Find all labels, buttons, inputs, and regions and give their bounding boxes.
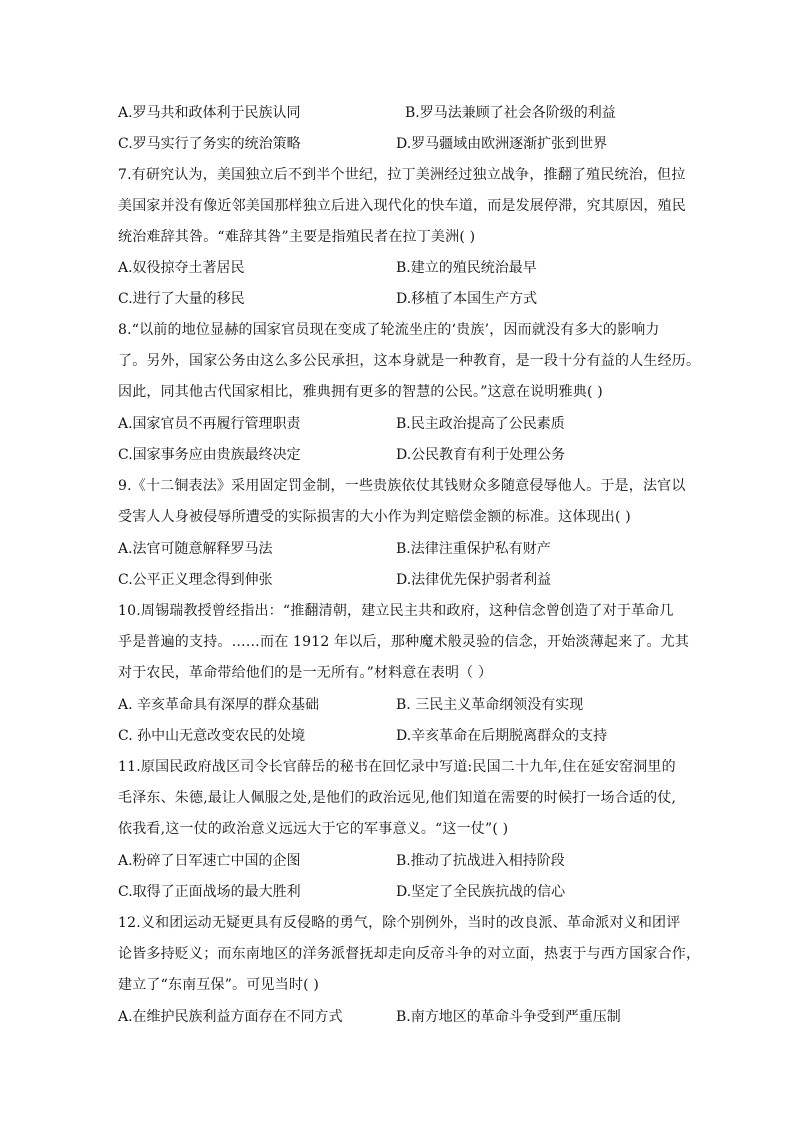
q8-option-a[interactable]: A.国家官员不再履行管理职责 <box>118 416 301 432</box>
q9-option-b[interactable]: B.法律注重保护私有财产 <box>396 541 551 557</box>
q6-option-b[interactable]: B.罗马法兼顾了社会各阶级的利益 <box>405 105 616 121</box>
q8-stem-line-2: 了。另外，国家公务由这么多公民承担，这本身就是一种教育，是一段十分有益的人生经历。 <box>118 353 701 369</box>
q8-option-b[interactable]: B.民主政治提高了公民素质 <box>396 416 565 432</box>
q12-option-b[interactable]: B.南方地区的革命斗争受到严重压制 <box>396 1009 621 1025</box>
q11-stem-line-2: 毛泽东、朱德,最让人佩服之处,是他们的政治远见,他们知道在需要的时候打一场合适的仗, <box>118 790 677 806</box>
q7-option-b[interactable]: B.建立的殖民统治最早 <box>396 260 537 276</box>
q10-stem-line-1: 10.周锡瑞教授曾经指出：“推翻清朝，建立民主共和政府，这种信念曾创造了对于革命几 <box>118 603 674 619</box>
q12-stem-line-2: 论皆多持贬义；而东南地区的洋务派督抚却走向反帝斗争的对立面，热衷于与西方国家合作， <box>118 946 701 962</box>
q12-stem-line-1: 12.义和团运动无疑更具有反侵略的勇气，除个别例外，当时的改良派、革命派对义和团评 <box>118 915 681 931</box>
q10-option-a[interactable]: A. 辛亥革命具有深厚的群众基础 <box>118 697 320 713</box>
q11-option-a[interactable]: A.粉碎了日军速亡中国的企图 <box>118 853 301 869</box>
q11-option-b[interactable]: B.推动了抗战进入相持阶段 <box>396 853 565 869</box>
q8-stem-line-3: 因此，同其他古代国家相比，雅典拥有更多的智慧的公民。”这意在说明雅典( ) <box>118 384 603 400</box>
q10-stem-line-3: 对于农民，革命带给他们的是一无所有。”材料意在表明（ ） <box>118 665 493 681</box>
q8-stem-line-1: 8.“以前的地位显赫的国家官员现在变成了轮流坐庄的‘贵族’，因而就没有多大的影响力 <box>118 322 660 338</box>
q12-stem-line-3: 建立了“东南互保”。可见当时( ) <box>118 977 320 993</box>
q8-option-c[interactable]: C.国家事务应由贵族最终决定 <box>118 447 301 463</box>
q9-option-d[interactable]: D.法律优先保护弱者利益 <box>396 572 552 588</box>
q10-option-c[interactable]: C. 孙中山无意改变农民的处境 <box>118 728 306 744</box>
q10-option-b[interactable]: B. 三民主义革命纲领没有实现 <box>396 697 584 713</box>
q7-stem-line-3: 统治难辞其咎。“难辞其咎”主要是指殖民者在拉丁美洲( ) <box>118 229 476 245</box>
q11-option-c[interactable]: C.取得了正面战场的最大胜利 <box>118 884 301 900</box>
q6-option-a[interactable]: A.罗马共和政体利于民族认同 <box>118 105 301 121</box>
q7-stem-line-1: 7.有研究认为，美国独立后不到半个世纪，拉丁美洲经过独立战争，推翻了殖民统治，但拉 <box>118 167 686 183</box>
q12-option-a[interactable]: A.在维护民族利益方面存在不同方式 <box>118 1009 343 1025</box>
q9-stem-line-2: 受害人人身被侵辱所遭受的实际损害的大小作为判定赔偿金额的标准。这体现出( ) <box>118 509 631 525</box>
q7-stem-line-2: 美国家并没有像近邻美国那样独立后进入现代化的快车道，而是发展停滞，究其原因，殖民 <box>118 198 686 214</box>
q7-option-c[interactable]: C.进行了大量的移民 <box>118 291 245 307</box>
q7-option-d[interactable]: D.移植了本国生产方式 <box>396 291 538 307</box>
q11-stem-line-3: 依我看,这一仗的政治意义远远大于它的军事意义。“这一仗”( ) <box>118 821 509 837</box>
q6-option-d[interactable]: D.罗马疆域由欧洲逐渐扩张到世界 <box>396 136 608 152</box>
q8-option-d[interactable]: D.公民教育有利于处理公务 <box>396 447 566 463</box>
q6-option-c[interactable]: C.罗马实行了务实的统治策略 <box>118 136 301 152</box>
q10-stem-line-2: 乎是普遍的支持。……而在 1912 年以后，那种魔术般灵验的信念，开始淡薄起来了。尤其 <box>118 634 690 650</box>
q7-option-a[interactable]: A.奴役掠夺土著居民 <box>118 260 245 276</box>
q9-option-c[interactable]: C.公平正义理念得到伸张 <box>118 572 273 588</box>
q11-stem-line-1: 11.原国民政府战区司令长官薛岳的秘书在回忆录中写道:民国二十九年,住在延安窑洞里的 <box>118 759 676 775</box>
q9-option-a[interactable]: A.法官可随意解释罗马法 <box>118 541 273 557</box>
q11-option-d[interactable]: D.坚定了全民族抗战的信心 <box>396 884 566 900</box>
q10-option-d[interactable]: D.辛亥革命在后期脱离群众的支持 <box>396 728 608 744</box>
q9-stem-line-1: 9.《十二铜表法》采用固定罚金制，一些贵族依仗其钱财众多随意侵辱他人。于是，法官以 <box>118 478 686 494</box>
